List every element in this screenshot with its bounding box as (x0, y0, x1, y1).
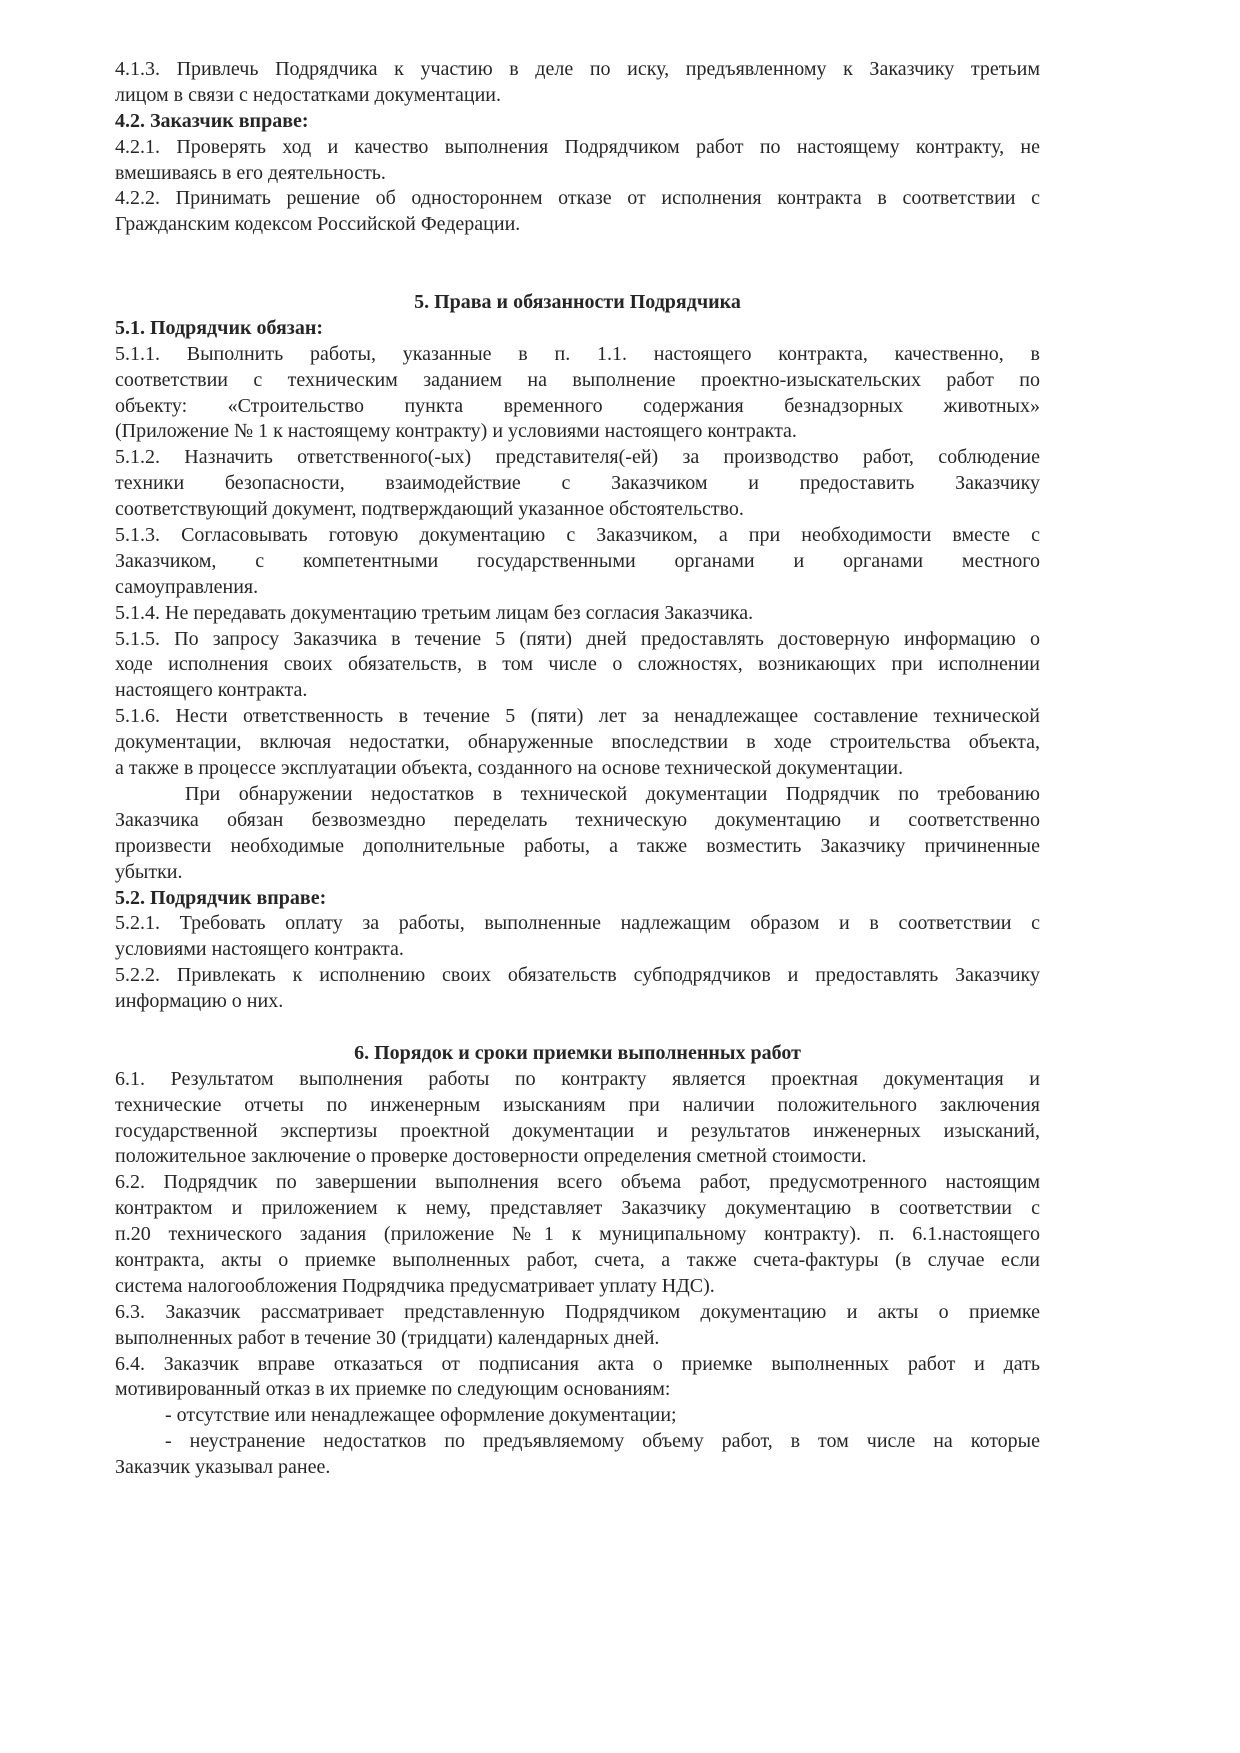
section-5-title (115, 290, 1040, 316)
text-line: 6.2. Подрядчик по завершении выполнения всего объема работ, предусмотренного настоящим (115, 1171, 1040, 1194)
text-line: настоящего контракта. (115, 679, 308, 702)
text-line: Заказчиком, с компетентными государственными органами и органами местного (115, 549, 1040, 572)
subsection-heading: 5.1. Подрядчик обязан: (115, 316, 324, 339)
text-line: п.20 технического задания (приложение №1 к муниципальному контракту). п. 6.1.настоящего (115, 1223, 1040, 1246)
text-line: информацию о них. (115, 990, 284, 1013)
text-line: Заказчика обязан безвозмездно переделать техническую документацию и соответственно (115, 808, 1040, 831)
text-line: мотивированный отказ в их приемке по следующим основаниям: (115, 1378, 671, 1401)
text-line (115, 264, 1040, 290)
clause-5-1-2 (115, 445, 1040, 523)
text-line: вмешиваясь в его деятельность. (115, 161, 386, 184)
clause-4-2-heading (115, 109, 1040, 135)
text-line: 5.2.1. Требовать оплату за работы, выполненные надлежащим образом и в соответствии с (115, 912, 1040, 935)
text-line: Гражданским кодексом Российской Федерации. (115, 213, 521, 236)
text-line: контрактом и приложением к нему, представляет Заказчику документацию в соответствии с (115, 1197, 1040, 1220)
text-line: документации, включая недостатки, обнаруженные впоследствии в ходе строительства объекта, (115, 731, 1040, 754)
text-line: 5.1.3. Согласовывать готовую документацию с Заказчиком, а при необходимости вместе с (115, 524, 1040, 547)
text-line: 6.3. Заказчик рассматривает представленную Подрядчиком документацию и акты о приемке (115, 1300, 1040, 1323)
text-line: произвести необходимые дополнительные работы, а также возместить Заказчику причиненные (115, 834, 1040, 857)
text-line: 5.1.4. Не передавать документацию третьим лицам без согласия Заказчика. (115, 601, 754, 624)
clause-6-4-ground-2 (115, 1429, 1040, 1481)
text-line: 5.1.6. Нести ответственность в течение 5 (пяти) лет за ненадлежащее составление технической (115, 705, 1040, 728)
text-line: 5.2.2. Привлекать к исполнению своих обязательств субподрядчиков и предоставлять Заказчику (115, 964, 1040, 987)
text-line: система налогообложения Подрядчика предусматривает уплату НДС). (115, 1274, 715, 1297)
text-line: 5.1.2. Назначить ответственного(-ых) представителя(-ей) за производство работ, соблюдение (115, 446, 1040, 469)
text-line: 5.1.1. Выполнить работы, указанные в п. 1.1. настоящего контракта, качественно, в (115, 342, 1040, 365)
clause-6-4-ground-1 (115, 1403, 1040, 1429)
clause-4-2-2 (115, 186, 1040, 238)
clause-6-4 (115, 1352, 1040, 1404)
clause-5-1-6 (115, 704, 1040, 782)
clause-5-2-1 (115, 911, 1040, 963)
text-line: лицом в связи с недостатками документации. (115, 83, 501, 106)
text-line: выполненных работ в течение 30 (тридцати) календарных дней. (115, 1326, 660, 1349)
text-line: - неустранение недостатков по предъявляемому объему работ, в том числе на которые (165, 1430, 1040, 1453)
text-line: убытки. (115, 860, 183, 883)
text-line: ходе исполнения своих обязательств, в том числе о сложностях, возникающих при исполнении (115, 653, 1040, 676)
text-line: 6.4. Заказчик вправе отказаться от подписания акта о приемке выполненных работ и дать (115, 1352, 1040, 1375)
document-page (115, 57, 1040, 1481)
text-line: а также в процессе эксплуатации объекта, созданного на основе технической документации. (115, 757, 904, 780)
clause-6-1 (115, 1067, 1040, 1171)
clause-5-1-1 (115, 342, 1040, 446)
text-line: 6.1. Результатом выполнения работы по контракту является проектная документация и (115, 1067, 1040, 1090)
text-line: 4.2.2. Принимать решение об одностороннем отказе от исполнения контракта в соответствии с (115, 187, 1040, 210)
subsection-heading: 4.2. Заказчик вправе: (115, 109, 309, 132)
clause-5-1-4 (115, 601, 1040, 627)
clause-5-1-3 (115, 523, 1040, 601)
section-heading: 6. Порядок и сроки приемки выполненных работ (354, 1041, 801, 1064)
text-line: контракта, акты о приемке выполненных работ, счета, а также счета-фактуры (в случае если (115, 1248, 1040, 1271)
text-line: При обнаружении недостатков в технической документации Подрядчик по требованию (185, 782, 1040, 805)
clause-5-2-2 (115, 963, 1040, 1015)
text-line: государственной экспертизы проектной документации и результатов инженерных изысканий, (115, 1119, 1040, 1142)
clause-5-1-heading (115, 316, 1040, 342)
text-line: технические отчеты по инженерным изысканиям при наличии положительного заключения (115, 1093, 1040, 1116)
text-line (115, 238, 1040, 264)
clause-6-3 (115, 1300, 1040, 1352)
text-line: положительное заключение о проверке достоверности определения сметной стоимости. (115, 1145, 867, 1168)
text-line: (Приложение № 1 к настоящему контракту) и условиями настоящего контракта. (115, 420, 797, 443)
text-line: соответствии с техническим заданием на выполнение проектно-изыскательских работ по (115, 368, 1040, 391)
clause-4-2-1 (115, 135, 1040, 187)
text-line: объекту: «Строительство пункта временного содержания безнадзорных животных» (115, 394, 1040, 417)
subsection-heading: 5.2. Подрядчик вправе: (115, 886, 327, 909)
text-line: техники безопасности, взаимодействие с Заказчиком и предоставить Заказчику (115, 472, 1040, 495)
clause-4-1-3 (115, 57, 1040, 109)
spacer (115, 238, 1040, 290)
clause-5-1-5 (115, 627, 1040, 705)
text-line: самоуправления. (115, 575, 259, 598)
section-6-title (115, 1041, 1040, 1067)
text-line: условиями настоящего контракта. (115, 938, 404, 961)
text-line: - отсутствие или ненадлежащее оформление документации; (165, 1404, 677, 1427)
section-heading: 5. Права и обязанности Подрядчика (414, 291, 741, 314)
text-line (115, 1015, 1040, 1041)
text-line: 5.1.5. По запросу Заказчика в течение 5 (пяти) дней предоставлять достоверную информацию о (115, 627, 1040, 650)
text-line: соответствующий документ, подтверждающий указанное обстоятельство. (115, 498, 744, 521)
clause-5-2-heading (115, 886, 1040, 912)
clause-6-2 (115, 1170, 1040, 1299)
clause-5-1-6-defects (115, 782, 1040, 886)
spacer (115, 1015, 1040, 1041)
text-line: 4.1.3. Привлечь Подрядчика к участию в деле по иску, предъявленному к Заказчику третьим (115, 58, 1040, 80)
text-line: Заказчик указывал ранее. (115, 1456, 331, 1479)
text-line: 4.2.1. Проверять ход и качество выполнения Подрядчиком работ по настоящему контракту, не (115, 135, 1040, 158)
